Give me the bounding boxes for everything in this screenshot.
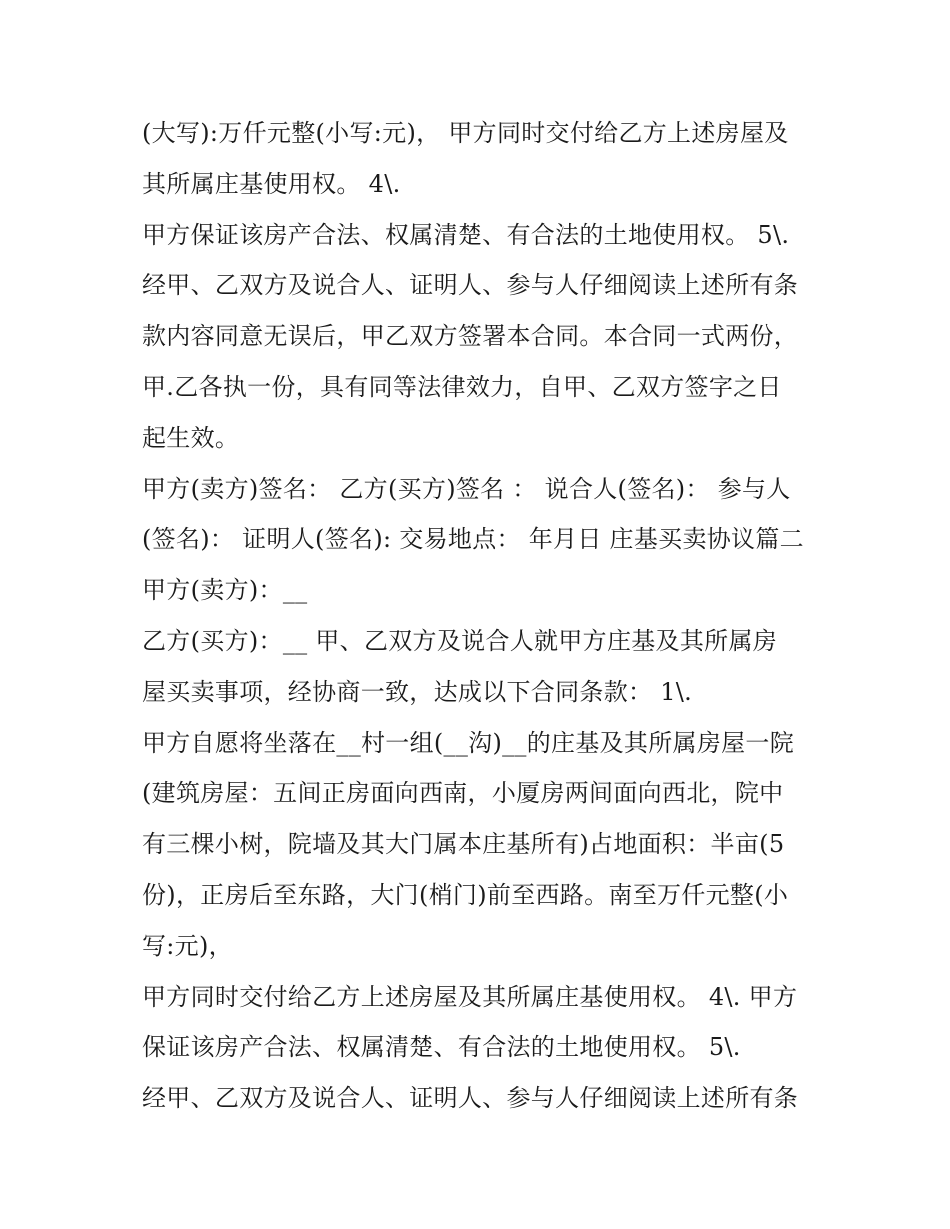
text-line: 其所属庄基使用权。 4\.	[142, 169, 401, 198]
text-line: 份)，正房后至东路，大门(梢门)前至西路。南至万仟元整(小	[142, 880, 789, 909]
text-line: 甲.乙各执一份，具有同等法律效力，自甲、乙双方签字之日	[142, 372, 782, 401]
text-line: 甲方保证该房产合法、权属清楚、有合法的土地使用权。 5\.	[142, 220, 790, 249]
text-line: (大写):万仟元整(小写:元)， 甲方同时交付给乙方上述房屋及	[142, 119, 789, 147]
text-line: (签名)： 证明人(签名): 交易地点： 年月日 庄基买卖协议篇二	[142, 525, 804, 554]
text-line: 款内容同意无误后，甲乙双方签署本合同。本合同一式两份，	[142, 322, 799, 351]
text-line: 有三棵小树，院墙及其大门属本庄基所有)占地面积：半亩(5	[142, 830, 785, 859]
text-line: 保证该房产合法、权属清楚、有合法的土地使用权。 5\.	[142, 1033, 741, 1062]
text-line: (建筑房屋：五间正房面向西南，小厦房两间面向西北，院中	[142, 779, 784, 808]
text-line: 写:元)，	[142, 931, 233, 960]
text-line: 甲方自愿将坐落在__村一组(__沟)__的庄基及其所属房屋一院	[142, 728, 795, 757]
text-line: 经甲、乙双方及说合人、证明人、参与人仔细阅读上述所有条	[142, 1084, 799, 1113]
text-line: 屋买卖事项，经协商一致，达成以下合同条款： 1\.	[142, 677, 693, 706]
text-line: 甲方(卖方)签名： 乙方(买方)签名 ： 说合人(签名)： 参与人	[142, 474, 791, 503]
text-line: 甲方同时交付给乙方上述房屋及其所属庄基使用权。 4\. 甲方	[142, 982, 798, 1011]
text-line: 甲方(卖方)：__	[142, 576, 308, 605]
text-line: 乙方(买方)：__ 甲、乙双方及说合人就甲方庄基及其所属房	[142, 626, 778, 655]
text-line: 经甲、乙双方及说合人、证明人、参与人仔细阅读上述所有条	[142, 271, 799, 300]
text-line: 起生效。	[142, 423, 240, 452]
document-body	[142, 108, 832, 1124]
